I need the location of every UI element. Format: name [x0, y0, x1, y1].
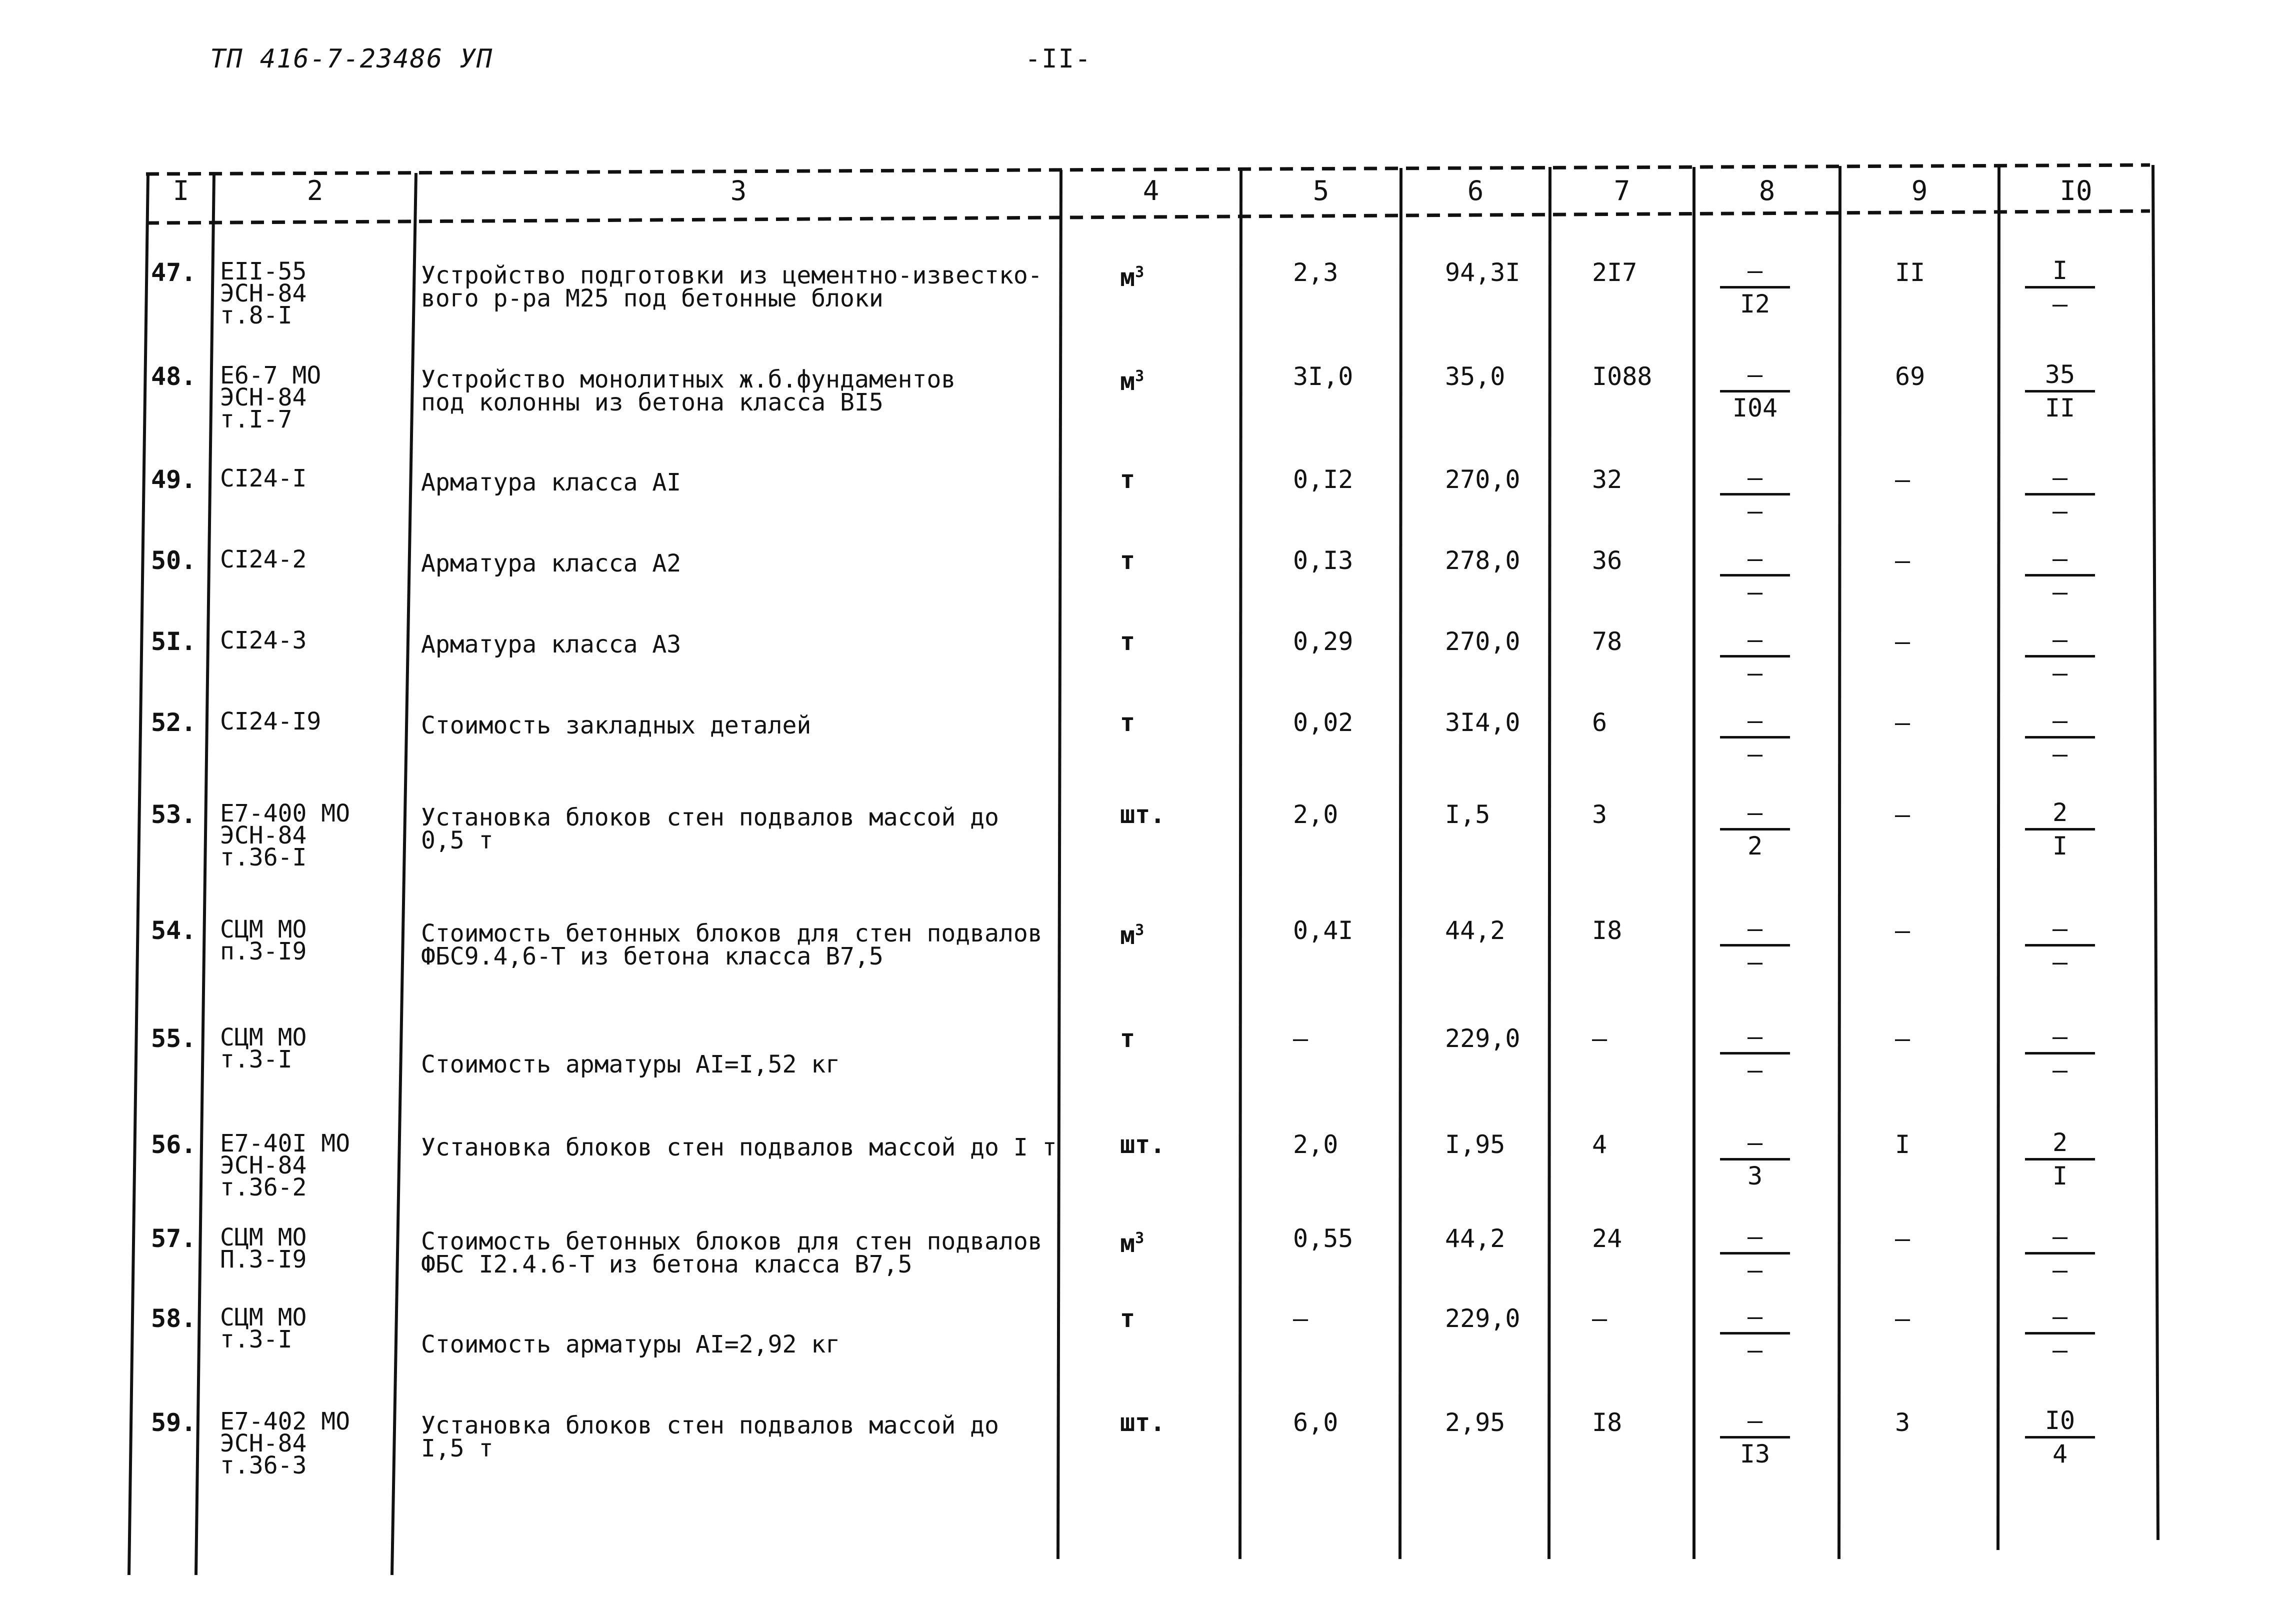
fraction-top: – — [2025, 462, 2095, 496]
fraction-col8 — [1720, 1221, 1790, 1286]
row-number: 47. — [151, 258, 196, 287]
quantity: 2,0 — [1293, 800, 1338, 829]
total-cost: 36 — [1592, 546, 1622, 575]
row-number: 5I. — [151, 627, 196, 656]
fraction-top: I — [2025, 255, 2095, 288]
norm-code-line: т.I-7 — [220, 406, 292, 434]
unit-of-measure — [1120, 1410, 1165, 1435]
row-number: 58. — [151, 1304, 196, 1333]
fraction-col10 — [2025, 359, 2095, 424]
fraction-col10 — [2025, 1221, 2095, 1286]
fraction-bottom: – — [1747, 578, 1763, 606]
fraction-bottom: – — [2052, 740, 2068, 768]
unit-of-measure — [1120, 918, 1144, 948]
norm-code-line: ЭСН-84 — [220, 384, 307, 412]
norm-code-line: т.3-I — [220, 1046, 292, 1074]
quantity: 0,I3 — [1293, 546, 1354, 575]
unit-cost: 270,0 — [1445, 627, 1520, 656]
fraction-bottom: I3 — [1740, 1440, 1770, 1468]
col9-value: – — [1895, 1024, 1910, 1053]
fraction-col8 — [1720, 1021, 1790, 1086]
unit-of-measure — [1120, 1132, 1165, 1157]
unit-of-measure — [1120, 1306, 1135, 1331]
description-line: Стоимость арматуры AI=I,52 кг — [421, 1050, 840, 1078]
unit-text: т — [1120, 708, 1136, 737]
norm-code-line: ЭСН-84 — [220, 280, 307, 308]
col9-value: – — [1895, 1304, 1910, 1333]
unit-of-measure — [1120, 548, 1135, 573]
norm-code-line: СЦМ МО — [220, 1224, 307, 1252]
unit-text: м — [1120, 921, 1136, 950]
col9-value: – — [1895, 916, 1910, 945]
norm-code-line: ЭСН-84 — [220, 1152, 307, 1180]
total-cost: 2I7 — [1592, 258, 1638, 287]
description-line: Арматура класса A2 — [421, 550, 682, 578]
fraction-top: – — [2025, 913, 2095, 946]
norm-code-line: CI24-2 — [220, 546, 307, 574]
fraction-bottom: I04 — [1732, 394, 1778, 422]
norm-code-line: СЦМ МО — [220, 1024, 307, 1052]
unit-cost: 229,0 — [1445, 1024, 1520, 1053]
unit-cost: 270,0 — [1445, 465, 1520, 494]
unit-cost: 94,3I — [1445, 258, 1520, 287]
column-header: 7 — [1614, 175, 1630, 206]
fraction-top: – — [1720, 705, 1790, 738]
fraction-top: I0 — [2025, 1405, 2095, 1438]
fraction-bottom: – — [2052, 948, 2068, 976]
total-cost: 24 — [1592, 1224, 1622, 1253]
fraction-top: – — [2025, 1301, 2095, 1334]
row-number: 59. — [151, 1408, 196, 1437]
unit-of-measure — [1120, 629, 1135, 654]
quantity: 0,29 — [1293, 627, 1354, 656]
fraction-col10 — [2025, 543, 2095, 608]
fraction-top: 35 — [2025, 359, 2095, 392]
column-header: 5 — [1312, 175, 1330, 206]
fraction-top: 2 — [2025, 1127, 2095, 1160]
column-header: 3 — [730, 175, 747, 206]
unit-exponent: 3 — [1135, 1230, 1144, 1247]
total-cost: 3 — [1592, 800, 1608, 829]
unit-of-measure — [1120, 1026, 1135, 1051]
quantity: 3I,0 — [1293, 362, 1354, 391]
norm-code-line: E7-400 МО — [220, 800, 350, 828]
row-number: 53. — [151, 800, 196, 829]
unit-cost: 278,0 — [1445, 546, 1520, 575]
fraction-top: – — [1720, 462, 1790, 496]
norm-code-line: СЦМ МО — [220, 916, 307, 944]
row-number: 57. — [151, 1224, 196, 1253]
total-cost: 4 — [1592, 1130, 1608, 1159]
description-line: вого р-ра М25 под бетонные блоки — [421, 284, 884, 312]
total-cost: 6 — [1592, 708, 1608, 737]
norm-code-line: CI24-3 — [220, 626, 307, 654]
row-number: 56. — [151, 1130, 196, 1159]
unit-text: шт. — [1120, 800, 1166, 829]
norm-code-line: E7-40I МО — [220, 1130, 350, 1158]
unit-of-measure — [1120, 364, 1144, 394]
row-number: 55. — [151, 1024, 196, 1053]
fraction-top: – — [1720, 913, 1790, 946]
unit-cost: I,5 — [1445, 800, 1490, 829]
fraction-col10 — [2025, 797, 2095, 862]
column-header: 2 — [306, 175, 324, 206]
fraction-bottom: – — [2052, 1256, 2068, 1284]
description-line: Стоимость закладных деталей — [421, 712, 812, 740]
unit-of-measure — [1120, 802, 1165, 827]
fraction-bottom: – — [1747, 658, 1763, 688]
quantity: 0,I2 — [1293, 465, 1354, 494]
unit-text: т — [1120, 627, 1136, 656]
fraction-top: – — [1720, 1221, 1790, 1254]
col9-value: 3 — [1895, 1408, 1910, 1437]
quantity: – — [1293, 1024, 1308, 1053]
col9-value: – — [1895, 800, 1910, 829]
column-header: I — [172, 175, 190, 206]
norm-code-line: ЭСН-84 — [220, 822, 307, 850]
norm-code-line: E7-402 МО — [220, 1408, 350, 1436]
col9-value: I — [1895, 1130, 1910, 1159]
row-number: 50. — [151, 546, 196, 575]
description-line: ФБС9.4,6-Т из бетона класса B7,5 — [421, 942, 884, 970]
fraction-top: – — [1720, 1021, 1790, 1054]
fraction-bottom: – — [2052, 290, 2068, 318]
unit-of-measure — [1120, 1226, 1144, 1256]
fraction-bottom: 4 — [2052, 1440, 2068, 1468]
fraction-col10 — [2025, 705, 2095, 770]
description-line: 0,5 т — [421, 826, 494, 854]
description-line: Установка блоков стен подвалов массой до — [421, 804, 999, 832]
fraction-bottom: – — [2052, 1336, 2068, 1364]
unit-text: м — [1120, 263, 1136, 292]
fraction-top: – — [1720, 543, 1790, 576]
description-line: Арматура класса AI — [421, 468, 682, 496]
fraction-col8 — [1720, 359, 1790, 424]
norm-code-line: т.36-I — [220, 844, 307, 872]
description-line: Установка блоков стен подвалов массой до I т — [421, 1134, 1057, 1162]
total-cost: I8 — [1592, 916, 1622, 945]
norm-code-line: CI24-I9 — [220, 708, 322, 736]
quantity: 2,0 — [1293, 1130, 1338, 1159]
unit-of-measure — [1120, 260, 1144, 290]
fraction-top: – — [1720, 797, 1790, 830]
fraction-top: – — [2025, 1021, 2095, 1054]
description-line: Арматура класса A3 — [421, 630, 682, 658]
total-cost: I088 — [1592, 362, 1652, 391]
document-code: ТП 416-7-23486 УП — [210, 44, 494, 74]
unit-cost: 44,2 — [1445, 1224, 1506, 1253]
fraction-bottom: II — [2044, 394, 2076, 422]
fraction-col10 — [2025, 1021, 2095, 1086]
unit-text: т — [1120, 1024, 1136, 1053]
fraction-bottom: – — [1747, 740, 1763, 768]
quantity: 0,4I — [1293, 916, 1354, 945]
unit-cost: 35,0 — [1445, 362, 1506, 391]
fraction-col10 — [2025, 1127, 2095, 1192]
unit-exponent: 3 — [1135, 264, 1144, 281]
column-header: 8 — [1758, 175, 1776, 206]
unit-text: м — [1120, 1229, 1136, 1258]
fraction-bottom: – — [1747, 948, 1763, 976]
fraction-col8 — [1720, 797, 1790, 862]
unit-exponent: 3 — [1135, 368, 1144, 385]
column-header: 4 — [1142, 175, 1160, 206]
fraction-col8 — [1720, 462, 1790, 526]
fraction-top: – — [1720, 1127, 1790, 1160]
norm-code-line: СЦМ МО — [220, 1304, 307, 1332]
fraction-col10 — [2025, 255, 2095, 320]
description-line: I,5 т — [421, 1434, 494, 1462]
norm-code-line: т.8-I — [220, 302, 292, 330]
unit-text: шт. — [1120, 1130, 1166, 1159]
norm-code-line: т.36-2 — [220, 1174, 307, 1202]
fraction-col10 — [2025, 462, 2095, 526]
col9-value: 69 — [1895, 362, 1926, 391]
quantity: 0,55 — [1293, 1224, 1354, 1253]
row-number: 54. — [151, 916, 196, 945]
description-line: Установка блоков стен подвалов массой до — [421, 1412, 999, 1440]
column-header: 9 — [1911, 175, 1928, 206]
total-cost: 32 — [1592, 465, 1622, 494]
fraction-bottom: – — [1747, 1056, 1763, 1084]
fraction-top: – — [1720, 624, 1790, 658]
fraction-col10 — [2025, 1301, 2095, 1366]
fraction-col8 — [1720, 913, 1790, 978]
fraction-bottom: – — [1747, 496, 1763, 526]
fraction-bottom: 3 — [1747, 1162, 1763, 1190]
fraction-top: – — [2025, 543, 2095, 576]
fraction-bottom: – — [2052, 658, 2068, 688]
unit-text: т — [1120, 465, 1136, 494]
unit-cost: 44,2 — [1445, 916, 1506, 945]
fraction-col8 — [1720, 1301, 1790, 1366]
quantity: – — [1293, 1304, 1308, 1333]
quantity: 6,0 — [1293, 1408, 1338, 1437]
fraction-top: – — [1720, 359, 1790, 392]
norm-code-line: CI24-I — [220, 464, 307, 492]
row-number: 52. — [151, 708, 196, 737]
fraction-top: – — [2025, 705, 2095, 738]
fraction-col8 — [1720, 1405, 1790, 1470]
row-number: 48. — [151, 362, 196, 391]
fraction-col8 — [1720, 1127, 1790, 1192]
col9-value: – — [1895, 708, 1910, 737]
col9-value: – — [1895, 1224, 1910, 1253]
page-number: -II- — [1025, 44, 1092, 74]
unit-cost: 2,95 — [1445, 1408, 1506, 1437]
description-line: Стоимость бетонных блоков для стен подвалов — [421, 1228, 1042, 1256]
fraction-top: 2 — [2025, 797, 2095, 830]
description-line: Стоимость арматуры AI=2,92 кг — [421, 1330, 840, 1358]
total-cost: 78 — [1592, 627, 1622, 656]
fraction-top: – — [2025, 624, 2095, 658]
description-line: Стоимость бетонных блоков для стен подвалов — [421, 920, 1042, 948]
unit-text: т — [1120, 546, 1136, 575]
norm-code-line: E6-7 МО — [220, 362, 322, 390]
fraction-bottom: – — [1747, 1336, 1763, 1364]
fraction-bottom: – — [1747, 1256, 1763, 1284]
col9-value: – — [1895, 546, 1910, 575]
unit-text: т — [1120, 1304, 1136, 1333]
fraction-top: – — [1720, 255, 1790, 288]
unit-of-measure — [1120, 467, 1135, 492]
fraction-col8 — [1720, 705, 1790, 770]
fraction-col8 — [1720, 624, 1790, 688]
description-line: ФБС I2.4.6-Т из бетона класса B7,5 — [421, 1250, 912, 1278]
fraction-col10 — [2025, 1405, 2095, 1470]
col9-value: – — [1895, 627, 1910, 656]
fraction-top: – — [1720, 1301, 1790, 1334]
quantity: 2,3 — [1293, 258, 1338, 287]
col9-value: II — [1895, 258, 1926, 287]
description-line: Устройство подготовки из цементно-известко- — [421, 262, 1042, 290]
norm-code-line: т.36-3 — [220, 1452, 307, 1480]
fraction-col8 — [1720, 543, 1790, 608]
column-header: I0 — [2060, 175, 2092, 206]
unit-cost: I,95 — [1445, 1130, 1506, 1159]
norm-code-line: ЭСН-84 — [220, 1430, 307, 1458]
total-cost: I8 — [1592, 1408, 1622, 1437]
description-line: под колонны из бетона класса BI5 — [421, 388, 884, 416]
unit-text: шт. — [1120, 1408, 1166, 1437]
unit-exponent: 3 — [1135, 922, 1144, 939]
fraction-top: – — [1720, 1405, 1790, 1438]
fraction-bottom: I2 — [1740, 290, 1770, 318]
norm-code-line: EII-55 — [220, 258, 307, 286]
fraction-top: – — [2025, 1221, 2095, 1254]
unit-cost: 229,0 — [1445, 1304, 1520, 1333]
row-number: 49. — [151, 465, 196, 494]
fraction-bottom: – — [2052, 496, 2068, 526]
fraction-bottom: – — [2052, 578, 2068, 606]
description-line: Устройство монолитных ж.б.фундаментов — [421, 366, 956, 394]
col9-value: – — [1895, 465, 1910, 494]
unit-cost: 3I4,0 — [1445, 708, 1520, 737]
fraction-bottom: 2 — [1747, 832, 1763, 860]
norm-code-line: т.3-I — [220, 1326, 292, 1354]
total-cost: – — [1592, 1304, 1608, 1333]
norm-code-line: п.3-I9 — [220, 938, 307, 966]
fraction-bottom: I — [2052, 832, 2068, 860]
fraction-bottom: – — [2052, 1056, 2068, 1084]
column-header: 6 — [1467, 175, 1484, 206]
quantity: 0,02 — [1293, 708, 1354, 737]
fraction-col8 — [1720, 255, 1790, 320]
norm-code-line: П.3-I9 — [220, 1246, 307, 1274]
unit-text: м — [1120, 367, 1136, 396]
fraction-col10 — [2025, 913, 2095, 978]
fraction-col10 — [2025, 624, 2095, 688]
fraction-bottom: I — [2052, 1162, 2068, 1190]
unit-of-measure — [1120, 710, 1135, 735]
total-cost: – — [1592, 1024, 1608, 1053]
